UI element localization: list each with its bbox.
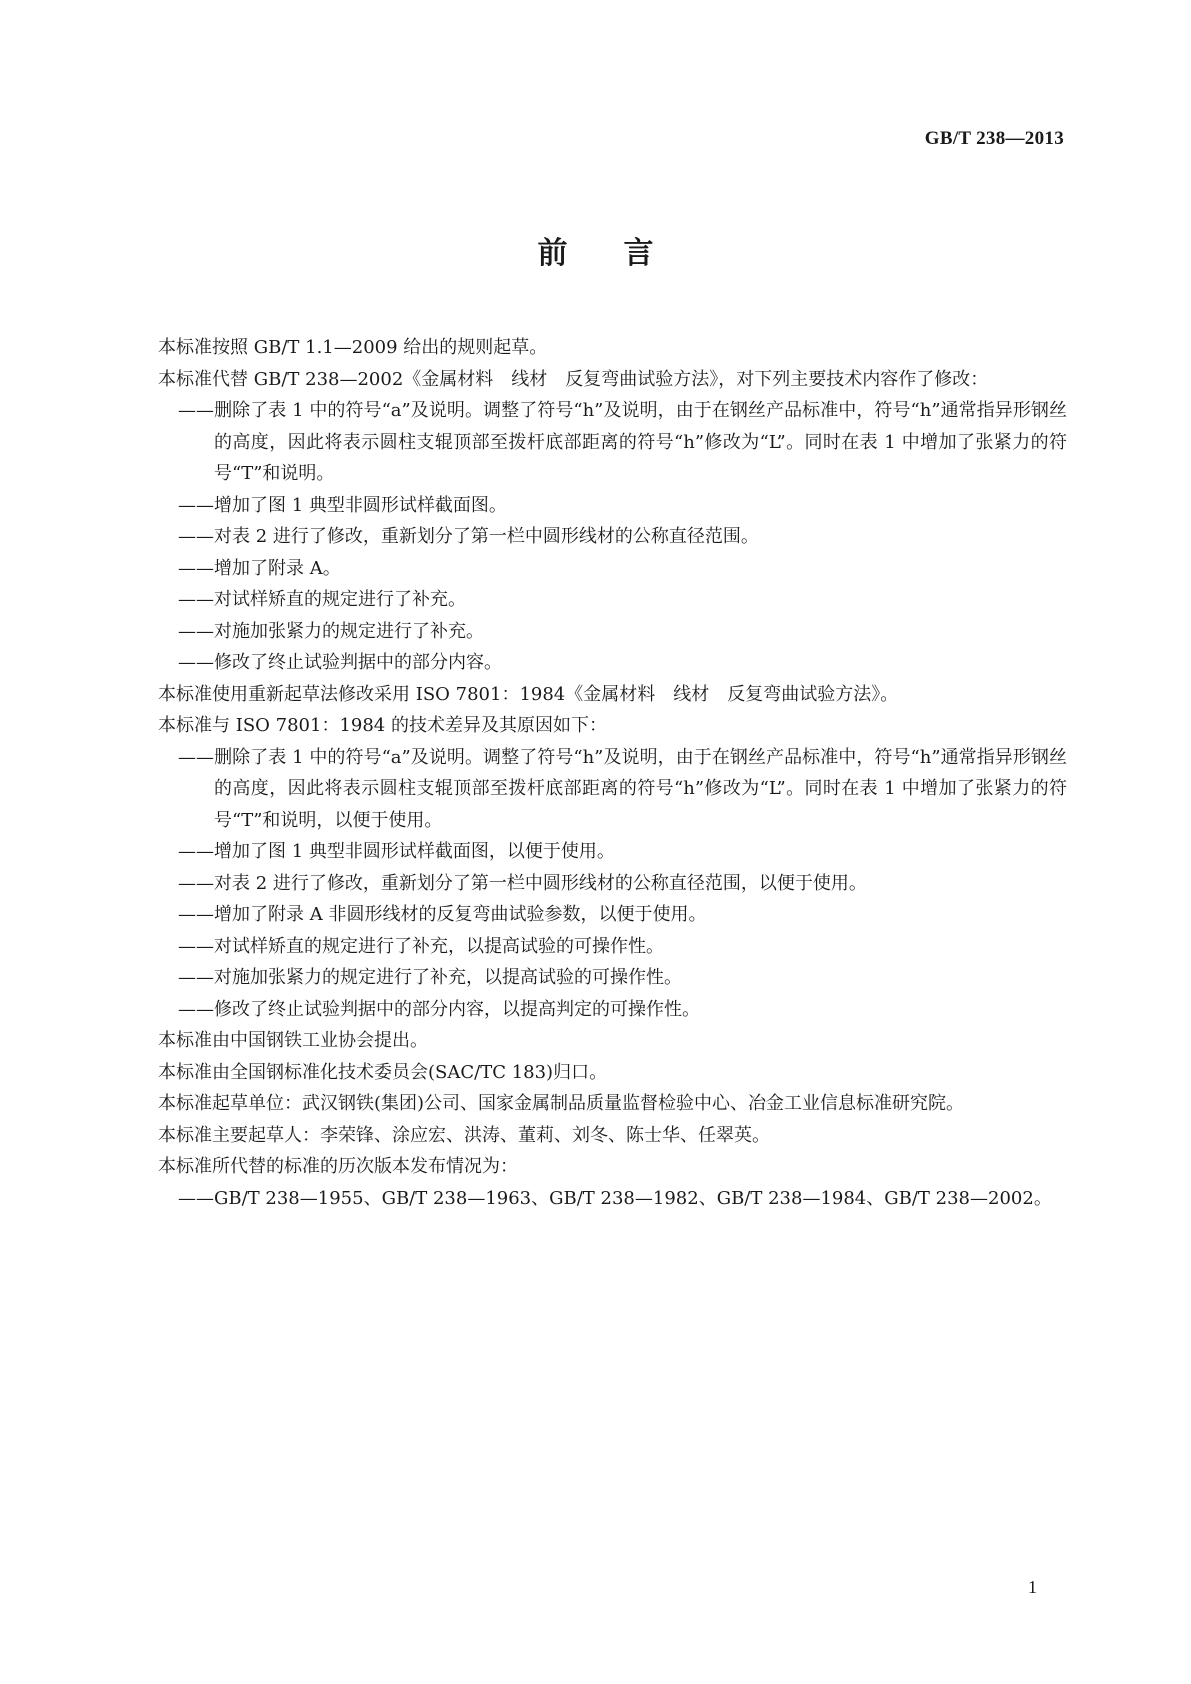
list-item: ——修改了终止试验判据中的部分内容，以提高判定的可操作性。 bbox=[178, 998, 700, 1020]
list-item: ——GB/T 238—1955、GB/T 238—1963、GB/T 238—1982、GB/T 238—1984、GB/T 238—2002。 bbox=[178, 1187, 1052, 1209]
paragraph: 本标准与 ISO 7801：1984 的技术差异及其原因如下： bbox=[158, 715, 607, 736]
paragraph: 本标准主要起草人：李荣锋、涂应宏、洪涛、董莉、刘冬、陈士华、任翠英。 bbox=[158, 1124, 770, 1146]
list-item: ——对表 2 进行了修改，重新划分了第一栏中圆形线材的公称直径范围，以便于使用。 bbox=[178, 872, 867, 894]
paragraph: 本标准起草单位：武汉钢铁(集团)公司、国家金属制品质量监督检验中心、冶金工业信息标准研究院。 bbox=[158, 1093, 965, 1114]
foreword-body bbox=[122, 332, 1067, 1214]
list-item: ——删除了表 1 中的符号“a”及说明。调整了符号“h”及说明，由于在钢丝产品标准中，符号“h”通常指异形钢丝的高度，因此将表示圆柱支辊顶部至拨杆底部距离的符号“h”修改为“L”。同时在表 1 中增加了张紧力的符号“T”和说明。 bbox=[178, 400, 1067, 484]
list-item: ——对表 2 进行了修改，重新划分了第一栏中圆形线材的公称直径范围。 bbox=[178, 526, 759, 547]
list-item: ——对施加张紧力的规定进行了补充，以提高试验的可操作性。 bbox=[178, 967, 682, 988]
list-item: ——增加了附录 A。 bbox=[178, 557, 341, 579]
list-item: ——对施加张紧力的规定进行了补充。 bbox=[178, 620, 484, 642]
standard-code: GB/T 238—2013 bbox=[924, 128, 1064, 149]
list-item: ——增加了附录 A 非圆形线材的反复弯曲试验参数，以便于使用。 bbox=[178, 904, 707, 925]
list-item: ——对试样矫直的规定进行了补充。 bbox=[178, 589, 466, 610]
paragraph: 本标准使用重新起草法修改采用 ISO 7801：1984《金属材料 线材 反复弯曲试验方法》。 bbox=[158, 683, 899, 705]
paragraph: 本标准按照 GB/T 1.1—2009 给出的规则起草。 bbox=[158, 337, 548, 358]
page-number: 1 bbox=[1028, 1577, 1037, 1597]
paragraph: 本标准代替 GB/T 238—2002《金属材料 线材 反复弯曲试验方法》，对下列主要技术内容作了修改： bbox=[158, 368, 989, 390]
list-item: ——修改了终止试验判据中的部分内容。 bbox=[178, 652, 502, 673]
list-item: ——对试样矫直的规定进行了补充，以提高试验的可操作性。 bbox=[178, 935, 664, 957]
paragraph: 本标准所代替的标准的历次版本发布情况为： bbox=[158, 1156, 518, 1177]
list-item: ——增加了图 1 典型非圆形试样截面图，以便于使用。 bbox=[178, 841, 615, 862]
paragraph: 本标准由中国钢铁工业协会提出。 bbox=[158, 1030, 428, 1051]
list-item: ——删除了表 1 中的符号“a”及说明。调整了符号“h”及说明，由于在钢丝产品标准中，符号“h”通常指异形钢丝的高度，因此将表示圆柱支辊顶部至拨杆底部距离的符号“h”修改为“L”。同时在表 1 中增加了张紧力的符号“T”和说明，以便于使用。 bbox=[178, 746, 1067, 831]
paragraph: 本标准由全国钢标准化技术委员会(SAC/TC 183)归口。 bbox=[158, 1061, 608, 1083]
list-item: ——增加了图 1 典型非圆形试样截面图。 bbox=[178, 494, 507, 516]
page-title: 前言 bbox=[537, 236, 710, 271]
